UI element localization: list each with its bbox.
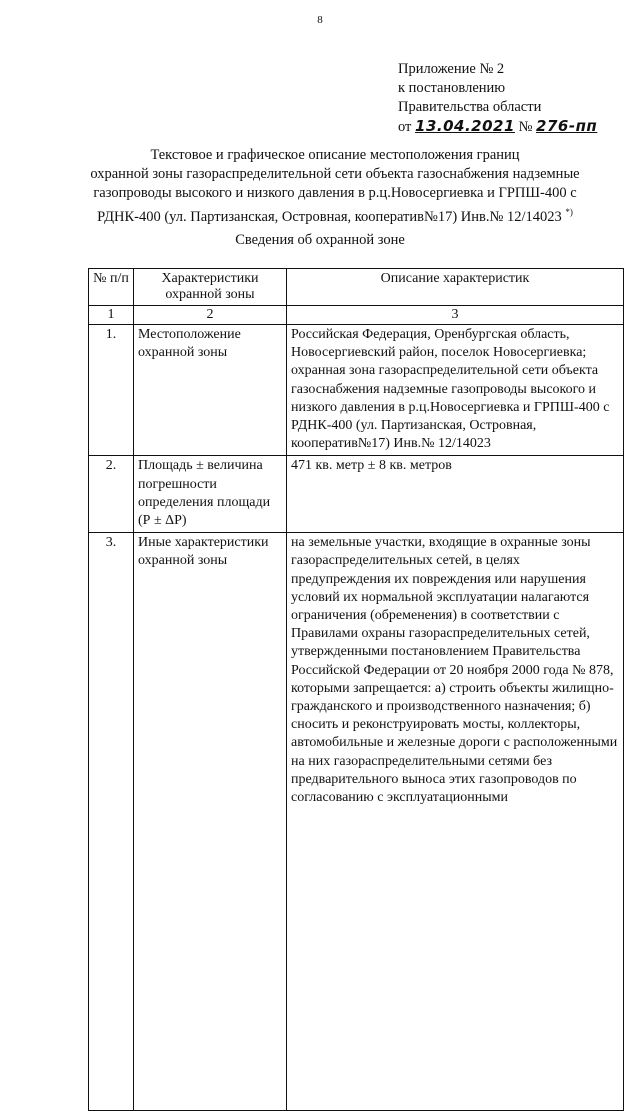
index-cell: 3 [287,306,624,325]
table-row [89,533,624,1111]
row-description: на земельные участки, входящие в охранные зоны газораспределительных сетей, в целях предупреждения их повреждения или нарушения условий их нормальной эксплуатации налагаются ограничения (обременения) в соответствии с Правилами охраны газораспределительных сетей, утвержденными постановлением Правительства Российской Федерации от 20 ноября 2000 года № 878, которыми запрещается: а) строить объекты жилищно-гражданского и производственного назначения; б) сносить и реконструировать мосты, коллекторы, автомобильные и железные дороги с расположенными на них газораспределительными сетями без предварительного выноса этих газопроводов по согласованию с эксплуатационными [291,535,618,806]
row-description: Российская Федерация, Оренбургская область, Новосергиевский район, поселок Новосергиевка; охранная зона газораспределительной сети объекта газоснабжения надземные газопроводы высокого и низкого давления в р.ц.Новосергиевка и ГРПШ-400 с РДНК-400 (ул. Партизанская, Островная, кооператив№17) Инв.№ 12/14023 [287,325,624,456]
table-row [89,456,624,533]
title-line-3: газопроводы высокого и низкого давления в р.ц.Новосергиевка и ГРПШ-400 с [93,185,577,201]
number-prefix: № [518,119,533,135]
zone-info-table [88,268,624,1111]
row-number: 2. [89,456,134,533]
title-line-4 [60,203,610,227]
header-col-characteristic: Характеристики охранной зоны [134,269,287,306]
row-characteristic: Местоположение охранной зоны [134,325,287,456]
index-cell: 2 [134,306,287,325]
table-index-row [89,306,624,325]
title-line-4-text: РДНК-400 (ул. Партизанская, Островная, кооператив№17) Инв.№ 12/14023 [97,208,562,225]
header-col-number: № п/п [89,269,134,306]
row-number: 3. [89,533,134,1111]
title-line-1: Текстовое и графическое описание местоположения границ [150,147,520,163]
footnote-mark: *) [565,207,573,217]
document-title [60,146,610,227]
appendix-block [398,60,597,137]
handwritten-date: 13.04.2021 [415,117,515,135]
appendix-line-3: Правительства области [398,99,542,115]
handwritten-number: 276-пп [536,117,598,135]
row-description-cell [287,533,624,1111]
page-number: 8 [317,14,323,26]
date-prefix: от [398,119,412,135]
row-characteristic: Площадь ± величина погрешности определения площади (Р ± ΔР) [134,456,287,533]
table-header-row [89,269,624,306]
row-description: 471 кв. метр ± 8 кв. метров [287,456,624,533]
header-col-description: Описание характеристик [287,269,624,306]
index-cell: 1 [89,306,134,325]
appendix-date-line [398,117,597,137]
row-number: 1. [89,325,134,456]
title-line-2: охранной зоны газораспределительной сети объекта газоснабжения надземные [90,166,580,182]
table-row [89,325,624,456]
section-subtitle: Сведения об охранной зоне [235,232,405,248]
appendix-line-1: Приложение № 2 [398,61,505,77]
appendix-line-2: к постановлению [398,80,506,96]
row-characteristic: Иные характеристики охранной зоны [134,533,287,1111]
